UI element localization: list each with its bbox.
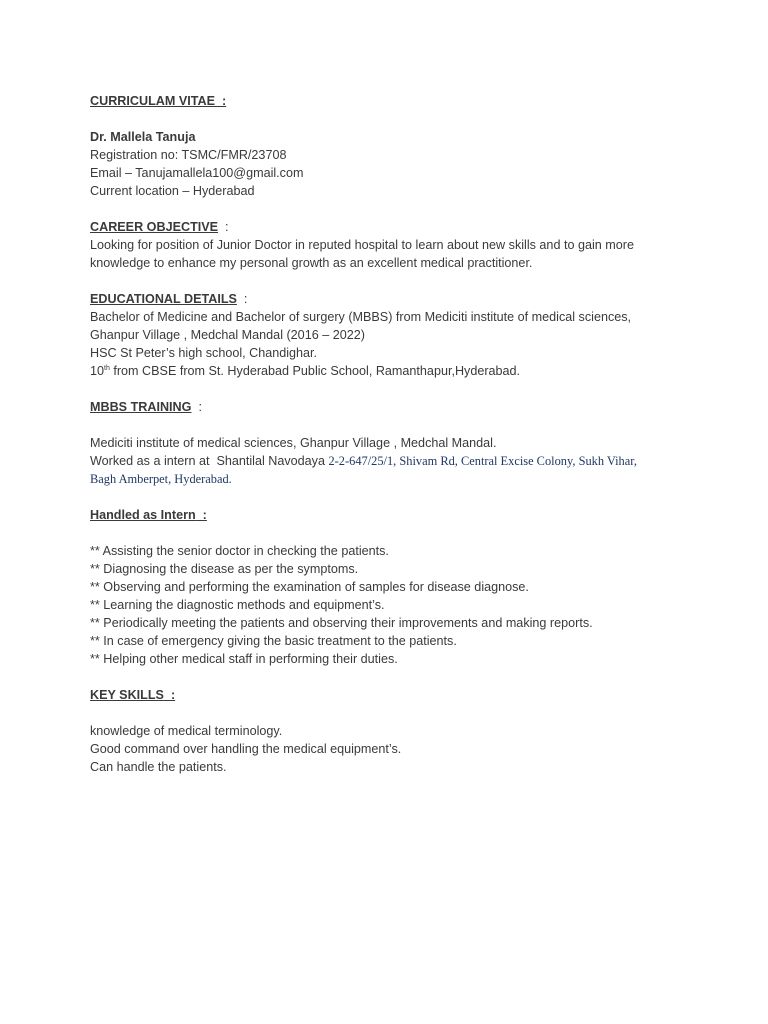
education-line-3: HSC St Peter’s high school, Chandighar. [90,346,318,360]
education-heading: EDUCATIONAL DETAILS [90,292,237,306]
training-colon: : [191,400,202,414]
tenth-prefix: 10 [90,364,105,378]
training-address-1: 2-2-647/25/1, Shivam Rd, Central Excise Colony, Sukh Vihar, [328,454,637,468]
intern-duty-item: ** Learning the diagnostic methods and equipment’s. [90,598,385,612]
career-objective-heading: CAREER OBJECTIVE [90,220,219,234]
tenth-rest: from CBSE from St. Hyderabad Public School, Ramanthapur,Hyderabad. [109,364,521,378]
current-location: Current location – Hyderabad [90,184,255,198]
document-title-colon: : [215,94,227,108]
intern-heading: Handled as Intern [90,508,196,522]
training-address-2: Bagh Amberpet, Hyderabad. [90,472,232,486]
training-heading-line [90,398,710,416]
education-line-4 [90,362,710,380]
resume-content [90,92,710,776]
registration-number: Registration no: TSMC/FMR/23708 [90,148,287,162]
document-title: CURRICULAM VITAE [90,94,215,108]
education-line-1: Bachelor of Medicine and Bachelor of surgery (MBBS) from Mediciti institute of medical sciences, [90,310,632,324]
training-intern-prefix: Worked as a intern at Shantilal Navodaya [90,454,329,468]
education-colon: : [236,292,248,306]
training-address-line-2 [90,470,710,488]
intern-colon: : [195,508,207,522]
candidate-name: Dr. Mallela Tanuja [90,130,196,144]
skills-heading-line [90,686,710,704]
intern-duty-item: ** Assisting the senior doctor in checking the patients. [90,544,389,558]
intern-duty-item: ** In case of emergency giving the basic treatment to the patients. [90,634,457,648]
skill-item: knowledge of medical terminology. [90,724,283,738]
tenth-superscript: th [104,364,110,372]
education-line-2: Ghanpur Village , Medchal Mandal (2016 – 2022) [90,328,365,342]
career-objective-line-1: Looking for position of Junior Doctor in reputed hospital to learn about new skills and to gain more [90,238,634,252]
training-heading: MBBS TRAINING [90,400,192,414]
career-objective-heading-line [90,218,710,236]
training-intern-line [90,452,710,470]
intern-duty-item: ** Diagnosing the disease as per the symptoms. [90,562,359,576]
education-heading-line [90,290,710,308]
intern-duty-item: ** Periodically meeting the patients and observing their improvements and making reports. [90,616,593,630]
training-institute: Mediciti institute of medical sciences, Ghanpur Village , Medchal Mandal. [90,436,497,450]
skills-heading: KEY SKILLS [90,688,164,702]
email-address: Email – Tanujamallela100@gmail.com [90,166,304,180]
career-objective-colon: : [218,220,229,234]
document-title-line [90,92,710,110]
intern-duty-item: ** Helping other medical staff in performing their duties. [90,652,398,666]
skill-item: Can handle the patients. [90,760,227,774]
skills-colon: : [163,688,176,702]
skill-item: Good command over handling the medical equipment’s. [90,742,402,756]
career-objective-line-2: knowledge to enhance my personal growth as an excellent medical practitioner. [90,256,533,270]
intern-duty-item: ** Observing and performing the examination of samples for disease diagnose. [90,580,529,594]
intern-heading-line [90,506,710,524]
